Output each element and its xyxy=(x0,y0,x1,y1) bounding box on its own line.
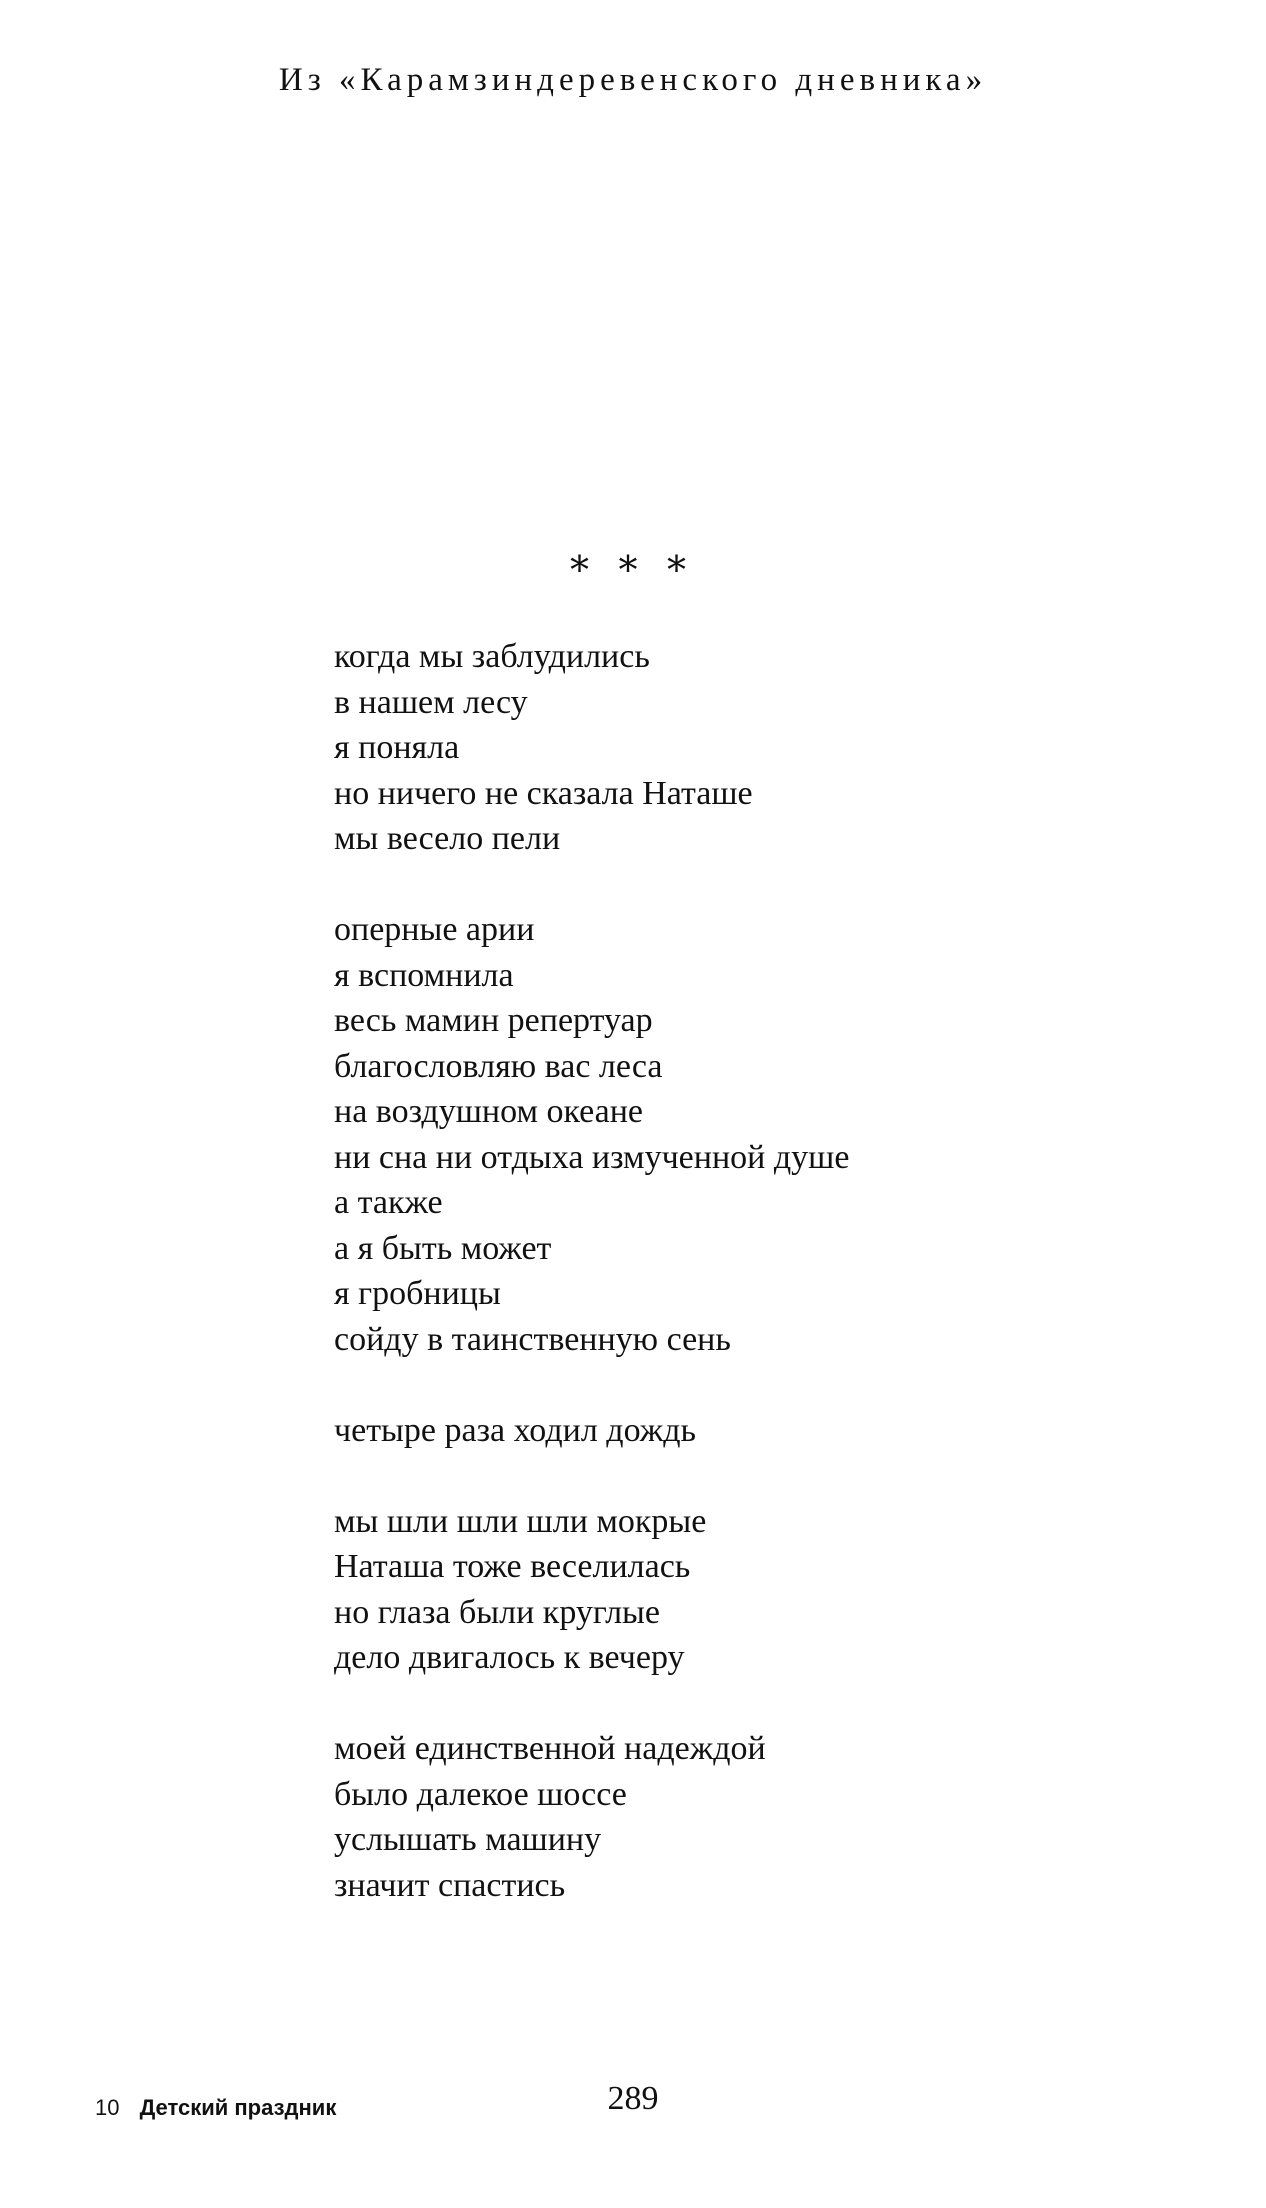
book-title: Детский праздник xyxy=(139,2095,337,2120)
poem-line: а я быть может xyxy=(334,1229,552,1267)
poem-stanza xyxy=(334,1408,1134,1454)
page-number: 289 xyxy=(607,2080,659,2117)
poem-line: я вспомнила xyxy=(334,956,514,994)
poem-line: ни сна ни отдыха измученной душе xyxy=(334,1138,850,1176)
poem-line: мы шли шли шли мокрые xyxy=(334,1502,707,1540)
poem-stanza xyxy=(334,907,1134,1362)
poem-line: но глаза были круглые xyxy=(334,1593,660,1631)
poem-line: на воздушном океане xyxy=(334,1093,644,1130)
poem-stanza xyxy=(334,634,1134,862)
poem-line: когда мы заблудились xyxy=(334,638,650,675)
poem-line: оперные арии xyxy=(334,911,535,948)
poem-line: весь мамин репертуар xyxy=(334,1002,653,1039)
poem-line: было далекое шоссе xyxy=(334,1775,627,1813)
poem-line: мы весело пели xyxy=(334,820,561,857)
poem-line: моей единственной надеждой xyxy=(334,1730,766,1767)
running-head-title: Из «Карамзиндеревенского дневника» xyxy=(278,62,988,98)
signature-number: 10 xyxy=(95,2095,120,2120)
poem-line: услышать машину xyxy=(334,1821,602,1858)
poem-line: четыре раза ходил дождь xyxy=(334,1411,697,1449)
poem-line: Наташа тоже веселилась xyxy=(334,1548,691,1585)
poem-stanza xyxy=(334,1499,1134,1681)
poem-line: дело двигалось к вечеру xyxy=(334,1639,685,1676)
poem-line: я гробницы xyxy=(334,1275,501,1312)
poem-line: благословляю вас леса xyxy=(334,1047,663,1085)
poem-stanza xyxy=(334,1726,1134,1908)
section-ornament: ⁎ ⁎ ⁎ xyxy=(570,538,696,580)
poem-line: а также xyxy=(334,1184,443,1221)
poem-line: я поняла xyxy=(334,729,460,766)
poem-line: но ничего не сказала Наташе xyxy=(334,774,753,812)
poem-line: значит спастись xyxy=(334,1866,566,1904)
poem-line: сойду в таинственную сень xyxy=(334,1320,731,1358)
poem-line: в нашем лесу xyxy=(334,683,528,721)
poem xyxy=(334,634,1134,1908)
